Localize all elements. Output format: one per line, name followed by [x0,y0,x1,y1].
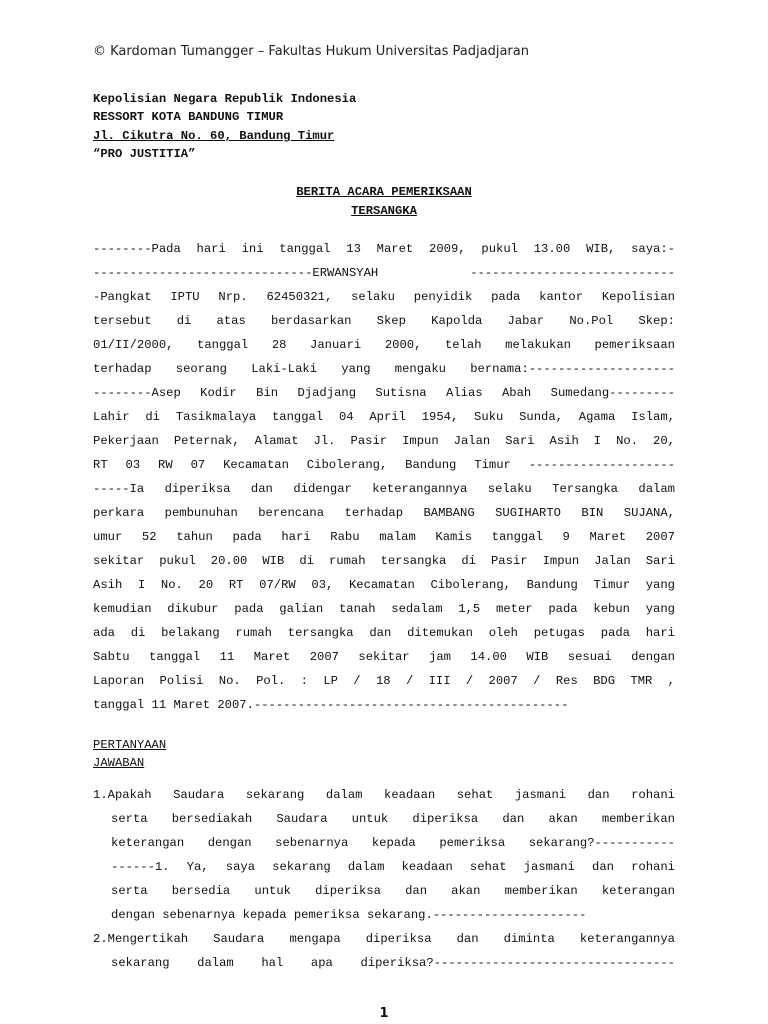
question-line: 2.Mengertikah Saudara mengapa diperiksa dan diminta keterangannya [93,932,675,946]
header-pro-justitia: “PRO JUSTITIA” [93,147,196,161]
body-line: tanggal 11 Maret 2007.------------------------------------------- [93,698,569,712]
body-line: ada di belakang rumah tersangka dan ditemukan oleh petugas pada hari [93,626,675,640]
page-number: 1 [379,1006,389,1021]
body-line: sekitar pukul 20.00 WIB di rumah tersangka di Pasir Impun Jalan Sari [93,554,675,568]
header-institution: Kepolisian Negara Republik Indonesia [93,92,357,106]
body-line: Asih I No. 20 RT 07/RW 03, Kecamatan Cibolerang, Bandung Timur yang [93,578,675,592]
question-line: keterangan dengan sebenarnya kepada pemeriksa sekarang?----------- [111,836,675,850]
body-line: 01/II/2000, tanggal 28 Januari 2000, telah melakukan pemeriksaan [93,338,675,352]
answer-line: serta bersedia untuk diperiksa dan akan memberikan keterangan [111,884,675,898]
answer-line: ------1. Ya, saya sekarang dalam keadaan sehat jasmani dan rohani [111,860,675,874]
body-line: --------Asep Kodir Bin Djadjang Sutisna Alias Abah Sumedang--------- [93,386,675,400]
body-line: terhadap seorang Laki-Laki yang mengaku bernama:-------------------- [93,362,675,376]
body-paragraph [93,237,675,717]
body-line: ------------------------------ERWANSYAH ---------------------------- [93,266,675,280]
body-line: --------Pada hari ini tanggal 13 Maret 2009, pukul 13.00 WIB, saya:- [93,242,675,256]
qa-section [93,783,675,975]
body-line: Laporan Polisi No. Pol. : LP / 18 / III / 2007 / Res BDG TMR , [93,674,675,688]
label-pertanyaan: PERTANYAAN [93,738,167,752]
document-subtitle: TERSANGKA [351,204,417,218]
body-line: Sabtu tanggal 11 Maret 2007 sekitar jam 14.00 WIB sesuai dengan [93,650,675,664]
body-line: -Pangkat IPTU Nrp. 62450321, selaku penyidik pada kantor Kepolisian [93,290,675,304]
question-line: serta bersediakah Saudara untuk diperiksa dan akan memberikan [111,812,675,826]
body-line: umur 52 tahun pada hari Rabu malam Kamis tanggal 9 Maret 2007 [93,530,675,544]
header-resort: RESSORT KOTA BANDUNG TIMUR [93,110,284,124]
answer-line: dengan sebenarnya kepada pemeriksa sekarang.--------------------- [111,908,587,922]
body-line: tersebut di atas berdasarkan Skep Kapolda Jabar No.Pol Skep: [93,314,675,328]
body-line: kemudian dikubur pada galian tanah sedalam 1,5 meter pada kebun yang [93,602,675,616]
header-address: Jl. Cikutra No. 60, Bandung Timur [93,129,335,143]
question-line: 1.Apakah Saudara sekarang dalam keadaan sehat jasmani dan rohani [93,788,675,802]
body-line: -----Ia diperiksa dan didengar keterangannya selaku Tersangka dalam [93,482,675,496]
body-line: perkara pembunuhan berencana terhadap BAMBANG SUGIHARTO BIN SUJANA, [93,506,675,520]
body-line: RT 03 RW 07 Kecamatan Cibolerang, Bandung Timur -------------------- [93,458,675,472]
body-line: Lahir di Tasikmalaya tanggal 04 April 1954, Suku Sunda, Agama Islam, [93,410,675,424]
body-line: Pekerjaan Peternak, Alamat Jl. Pasir Impun Jalan Sari Asih I No. 20, [93,434,675,448]
document-title: BERITA ACARA PEMERIKSAAN [296,185,472,199]
copyright-line: © Kardoman Tumangger – Fakultas Hukum Universitas Padjadjaran [93,44,529,59]
label-jawaban: JAWABAN [93,756,145,770]
question-line: sekarang dalam hal apa diperiksa?--------------------------------- [111,956,675,970]
